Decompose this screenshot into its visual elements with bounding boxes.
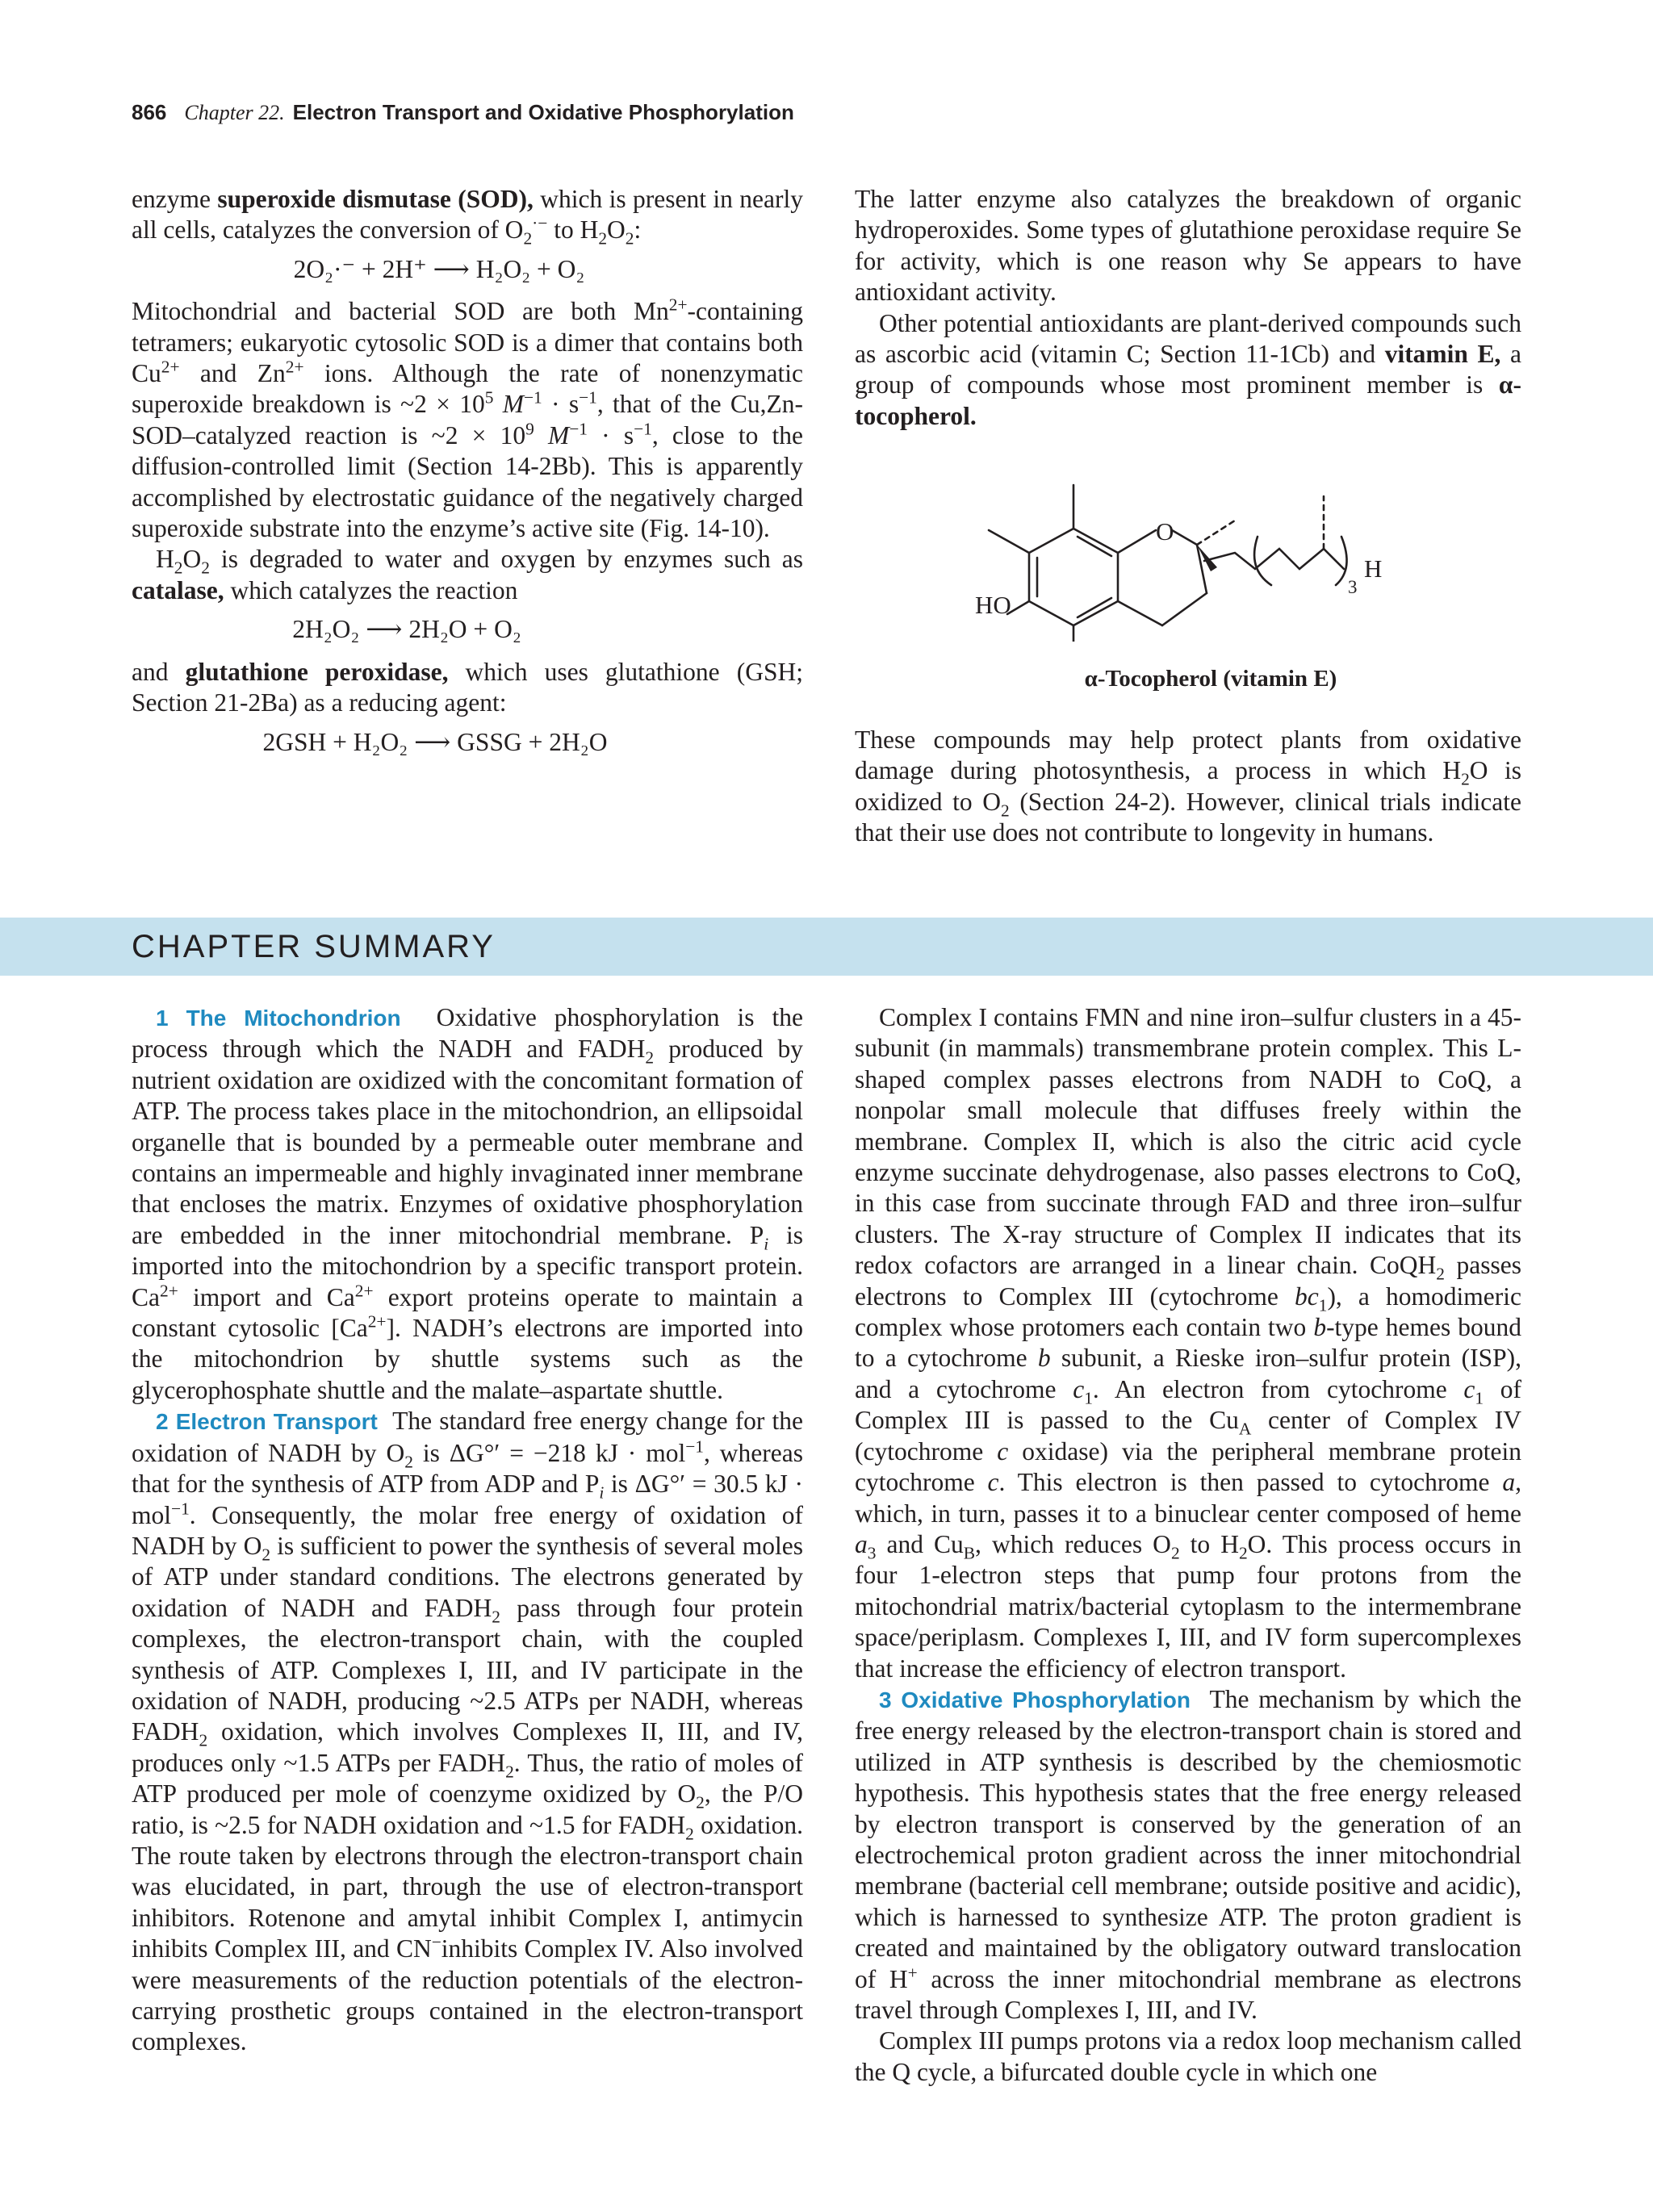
photosynthesis-paragraph: These compounds may help protect plants from oxidative damage during photosynthesis, a process in which $H_2O$ is oxidized to $O_2$ (Section 24-2). However, clinical trials indicate that their use does not contribute to longevity in humans.	[855, 725, 1521, 847]
summary-section-oxidative-phosphorylation: 3 Oxidative Phosphorylation The mechanism by which the free energy released by the electron-transport chain is stored and utilized in ATP synthesis is described by the chemiosmotic hypothesis. This hypothesis states that the free energy released by electron transport is conserved by the generation of an electrochemical proton gradient across the inner mitochondrial membrane (bacterial cell membrane; outside positive and acidic), which is harnessed to synthesize ATP. The proton gradient is created and maintained by the obligatory outward translocation of H+ across the inner mitochondrial membrane as electrons travel through Complexes I, III, and IV.	[855, 1684, 1522, 2024]
chapter-label: Chapter 22.	[184, 101, 285, 124]
sod-detail-paragraph: Mitochondrial and bacterial SOD are both $Mn^{2+}$-containing tetramers; eukaryotic cytosolic SOD is a dimer that contains both $Cu^{2+}$ and $Zn^{2+}$ ions. Although the rate of nonenzymatic superoxide breakdown is ~2 × $10^5$ $M^{-1} \cdot s^{-1}$, that of the Cu,Zn-SOD–catalyzed reaction is ~2 × $10^9$ $M^{-1} \cdot s^{-1}$, close to the diffusion-controlled limit (Section 14-2Bb). This is apparently accomplished by electrostatic guidance of the negatively charged superoxide substrate into the enzyme’s active site (Fig. 14-10).	[132, 295, 804, 543]
equation-sod: 2O₂·⁻ + 2H⁺ ⟶ H₂O₂ + O₂	[293, 254, 585, 283]
summary-complexes-paragraph: Complex I contains FMN and nine iron–sulfur clusters in a 45-subunit (in mammals) transmembrane protein complex. This L-shaped complex passes electrons from NADH to CoQ, a nonpolar small molecule that diffuses freely within the membrane. Complex II, which is also the citric acid cycle enzyme succinate dehydrogenase, also passes electrons to CoQ, in this case from succinate through FAD and three iron–sulfur clusters. The X-ray structure of Complex II indicates that its redox cofactors are arranged in a linear chain. CoQH$_2$ passes electrons to Complex III (cytochrome $bc_1$), a homodimeric complex whose protomers each contain two b-type hemes bound to a cytochrome b subunit, a Rieske iron–sulfur protein (ISP), and a cytochrome $c_1$. An electron from cytochrome $c_1$ of Complex III is passed to the $Cu_A$ center of Complex IV (cytochrome c oxidase) via the peripheral membrane protein cytochrome c. This electron is then passed to cytochrome a, which, in turn, passes it to a binuclear center composed of heme $a_3$ and $Cu_B$, which reduces $O_2$ to $H_2O$. This process occurs in four 1-electron steps that pump four protons from the mitochondrial matrix/bacterial cytoplasm to the intermembrane space/periplasm. Complexes I, III, and IV form supercomplexes that increase the efficiency of electron transport.	[855, 1003, 1522, 1683]
tocopherol-structure-figure	[969, 480, 1404, 642]
sod-paragraph: enzyme superoxide dismutase (SOD), which is present in nearly all cells, catalyzes the conversion of $O_2^{\cdot-}$ to $H_2O_2$:	[132, 185, 803, 249]
section-number: 3	[879, 1687, 892, 1712]
top-right-column-lower	[855, 725, 1521, 849]
summary-left-column	[132, 1002, 803, 2058]
chapter-summary-title: CHAPTER SUMMARY	[132, 929, 496, 964]
section-number: 2	[156, 1409, 169, 1435]
running-header	[132, 100, 794, 125]
section-heading-electron-transport: Electron Transport	[175, 1409, 378, 1435]
equation-catalase: 2H₂O₂ ⟶ 2H₂O + O₂	[292, 615, 521, 644]
top-right-column	[855, 184, 1521, 432]
antioxidants-paragraph: Other potential antioxidants are plant-derived compounds such as ascorbic acid (vitamin C; Section 11-1Cb) and vitamin E, a group of compounds whose most prominent member is α-tocopherol.	[855, 308, 1521, 430]
section-heading-oxidative-phosphorylation: Oxidative Phosphorylation	[901, 1687, 1191, 1712]
hydroxyl-label: HO	[975, 591, 1011, 619]
top-left-column	[132, 184, 803, 769]
equation-glutathione: 2GSH + H₂O₂ ⟶ GSSG + 2H₂O	[262, 727, 608, 756]
page-number: 866	[132, 100, 167, 124]
peroxidase-paragraph: The latter enzyme also catalyzes the breakdown of organic hydroperoxides. Some types of glutathione peroxidase require Se for activity, which is one reason why Se appears to have antioxidant activity.	[855, 185, 1521, 307]
catalase-paragraph: $H_2O_2$ is degraded to water and oxygen by enzymes such as catalase, which catalyzes the reaction	[132, 545, 803, 604]
figure-caption: α-Tocopherol (vitamin E)	[1084, 666, 1337, 692]
hydrogen-label: H	[1364, 554, 1383, 583]
glutathione-paragraph: and glutathione peroxidase, which uses glutathione (GSH; Section 21-2Ba) as a reducing agent:	[132, 657, 803, 717]
summary-q-cycle-paragraph: Complex III pumps protons via a redox loop mechanism called the Q cycle, a bifurcated double cycle in which one	[855, 2026, 1521, 2086]
summary-section-electron-transport: 2 Electron Transport The standard free energy change for the oxidation of NADH by $O_2$ is ΔG°′ = −218 kJ · mol$^{-1}$, whereas that for the synthesis of ATP from ADP and $P_i$ is ΔG°′ = 30.5 kJ · mol$^{-1}$. Consequently, the molar free energy of oxidation of NADH by $O_2$ is sufficient to power the synthesis of several moles of ATP under standard conditions. The electrons generated by oxidation of NADH and $FADH_2$ pass through four protein complexes, the electron-transport chain, with the coupled synthesis of ATP. Complexes I, III, and IV participate in the oxidation of NADH, producing ~2.5 ATPs per NADH, whereas $FADH_2$ oxidation, which involves Complexes II, III, and IV, produces only ~1.5 ATPs per $FADH_2$. Thus, the ratio of moles of ATP produced per mole of coenzyme oxidized by $O_2$, the P/O ratio, is ~2.5 for NADH oxidation and ~1.5 for $FADH_2$ oxidation. The route taken by electrons through the electron-transport chain was elucidated, in part, through the use of electron-transport inhibitors. Rotenone and amytal inhibit Complex I, antimycin inhibits Complex III, and CN−inhibits Complex IV. Also involved were measurements of the reduction potentials of the electron-carrying prosthetic groups contained in the electron-transport complexes.	[132, 1407, 804, 2056]
chapter-title: Electron Transport and Oxidative Phosphorylation	[292, 100, 794, 124]
section-number: 1	[156, 1006, 169, 1031]
summary-right-column	[855, 1002, 1521, 2088]
oxygen-atom-label: O	[1156, 517, 1174, 546]
section-heading-mitochondrion: The Mitochondrion	[186, 1006, 401, 1031]
summary-section-mitochondrion: 1 The Mitochondrion Oxidative phosphorylation is the process through which the NADH and $FADH_2$ produced by nutrient oxidation are oxidized with the concomitant formation of ATP. The process takes place in the mitochondrion, an ellipsoidal organelle that is bounded by a permeable outer membrane and contains an impermeable and highly invaginated inner membrane that encloses the matrix. Enzymes of oxidative phosphorylation are embedded in the inner mitochondrial membrane. $P_i$ is imported into the mitochondrion by a specific transport protein. $Ca^{2+}$ import and $Ca^{2+}$ export proteins operate to maintain a constant cytosolic $[Ca^{2+}]$. NADH’s electrons are imported into the mitochondrion by shuttle systems such as the glycerophosphate shuttle and the malate–aspartate shuttle.	[132, 1003, 804, 1404]
repeat-count-label: 3	[1348, 577, 1358, 597]
